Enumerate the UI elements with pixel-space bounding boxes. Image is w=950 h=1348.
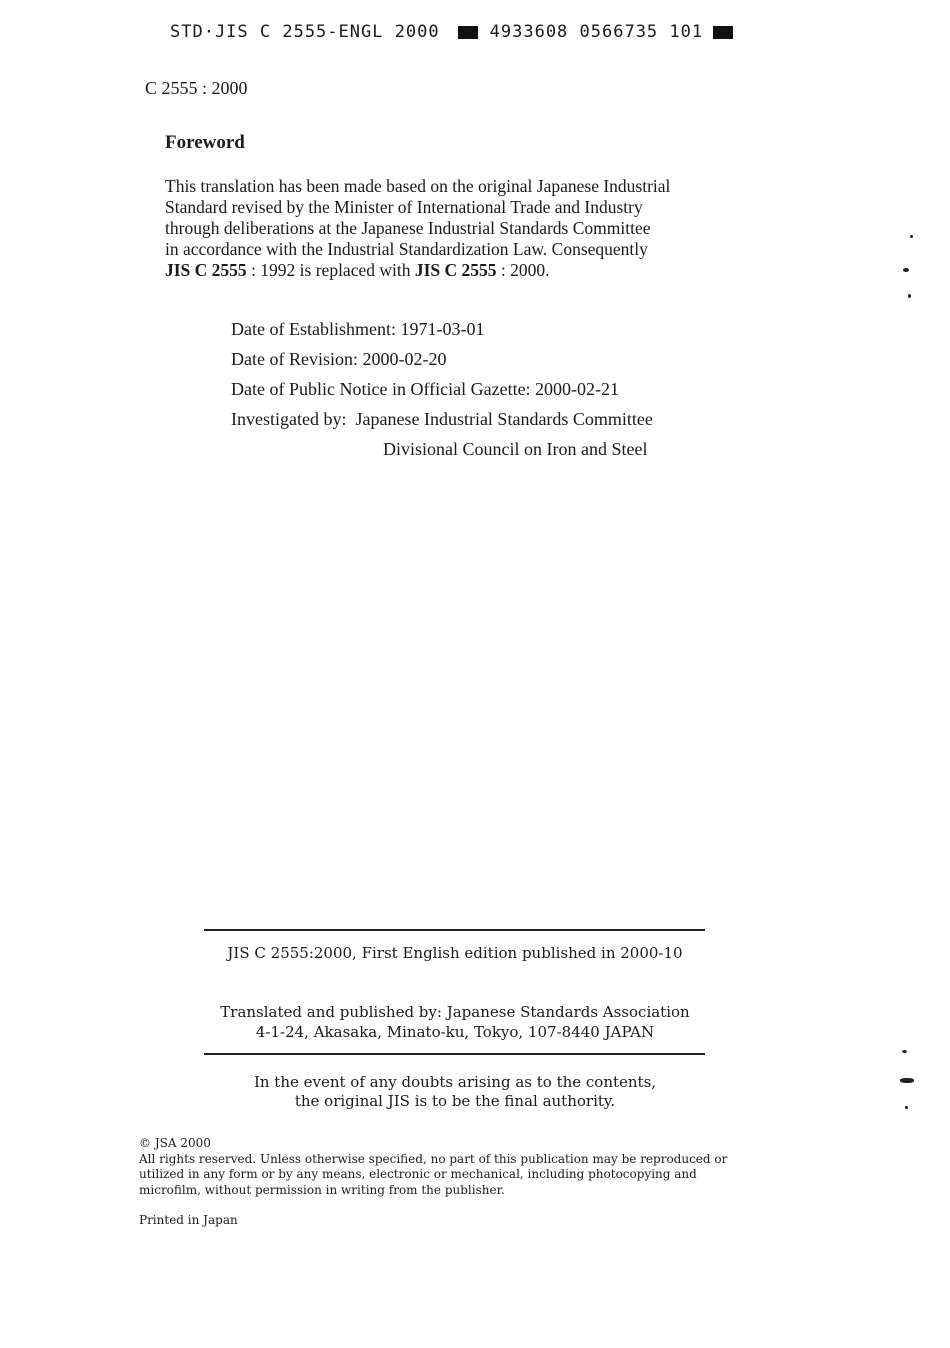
scan-speck-icon (910, 235, 913, 238)
foreword-line-last: JIS C 2555 : 1992 is replaced with JIS C 2555 : 2000. (165, 260, 550, 280)
scan-speck-icon (902, 1050, 907, 1053)
date-of-public-notice: Date of Public Notice in Official Gazette: 2000-02-21 (231, 379, 620, 399)
investigated-by (231, 409, 653, 430)
authority-note-line: In the event of any doubts arising as to the contents, (253, 1073, 657, 1091)
document-header (170, 22, 733, 42)
foreword-line: through deliberations at the Japanese Industrial Standards Committee (165, 218, 651, 238)
publisher-address: 4-1-24, Akasaka, Minato-ku, Tokyo, 107-8440 JAPAN (255, 1023, 655, 1041)
foreword-title: Foreword (165, 132, 245, 153)
scan-speck-icon (905, 1106, 908, 1109)
copyright-notice (139, 1136, 779, 1198)
scan-speck-icon (908, 294, 911, 298)
foreword-line: This translation has been made based on the original Japanese Industrial (165, 176, 671, 196)
document-code: C 2555 : 2000 (145, 78, 248, 98)
investigated-by-value: Japanese Industrial Standards Committee (355, 409, 653, 429)
barcode-block-icon (458, 26, 478, 39)
header-standard-id: STD·JIS C 2555-ENGL 2000 (170, 22, 440, 42)
foreword-line: Standard revised by the Minister of International Trade and Industry (165, 197, 643, 217)
standard-ref: JIS C 2555 (165, 260, 247, 280)
foreword-body (165, 176, 775, 281)
date-of-revision: Date of Revision: 2000-02-20 (231, 349, 447, 369)
date-of-establishment: Date of Establishment: 1971-03-01 (231, 319, 485, 339)
printed-in: Printed in Japan (139, 1213, 238, 1227)
authority-note-line: the original JIS is to be the final authority. (294, 1092, 616, 1110)
investigated-by-label: Investigated by: (231, 409, 347, 429)
copyright-line: All rights reserved. Unless otherwise specified, no part of this publication may be reproduced or (139, 1151, 728, 1166)
publisher-info: Translated and published by: Japanese Standards Association (220, 1003, 690, 1021)
scan-speck-icon (900, 1078, 914, 1083)
copyright-line: microfilm, without permission in writing from the publisher. (139, 1182, 505, 1197)
divider (204, 1053, 705, 1055)
divisional-council: Divisional Council on Iron and Steel (383, 439, 648, 459)
standard-ref: JIS C 2555 (414, 260, 497, 280)
edition-info: JIS C 2555:2000, First English edition published in 2000-10 (227, 944, 683, 962)
foreword-line: in accordance with the Industrial Standardization Law. Consequently (165, 239, 648, 259)
header-serial-number: 4933608 0566735 101 (489, 22, 704, 42)
scan-speck-icon (903, 268, 909, 272)
barcode-block-icon (713, 26, 733, 39)
copyright-line: utilized in any form or by any means, electronic or mechanical, including photocopying and (139, 1167, 697, 1181)
copyright-symbol-line: © JSA 2000 (139, 1136, 211, 1150)
divider (204, 929, 705, 931)
